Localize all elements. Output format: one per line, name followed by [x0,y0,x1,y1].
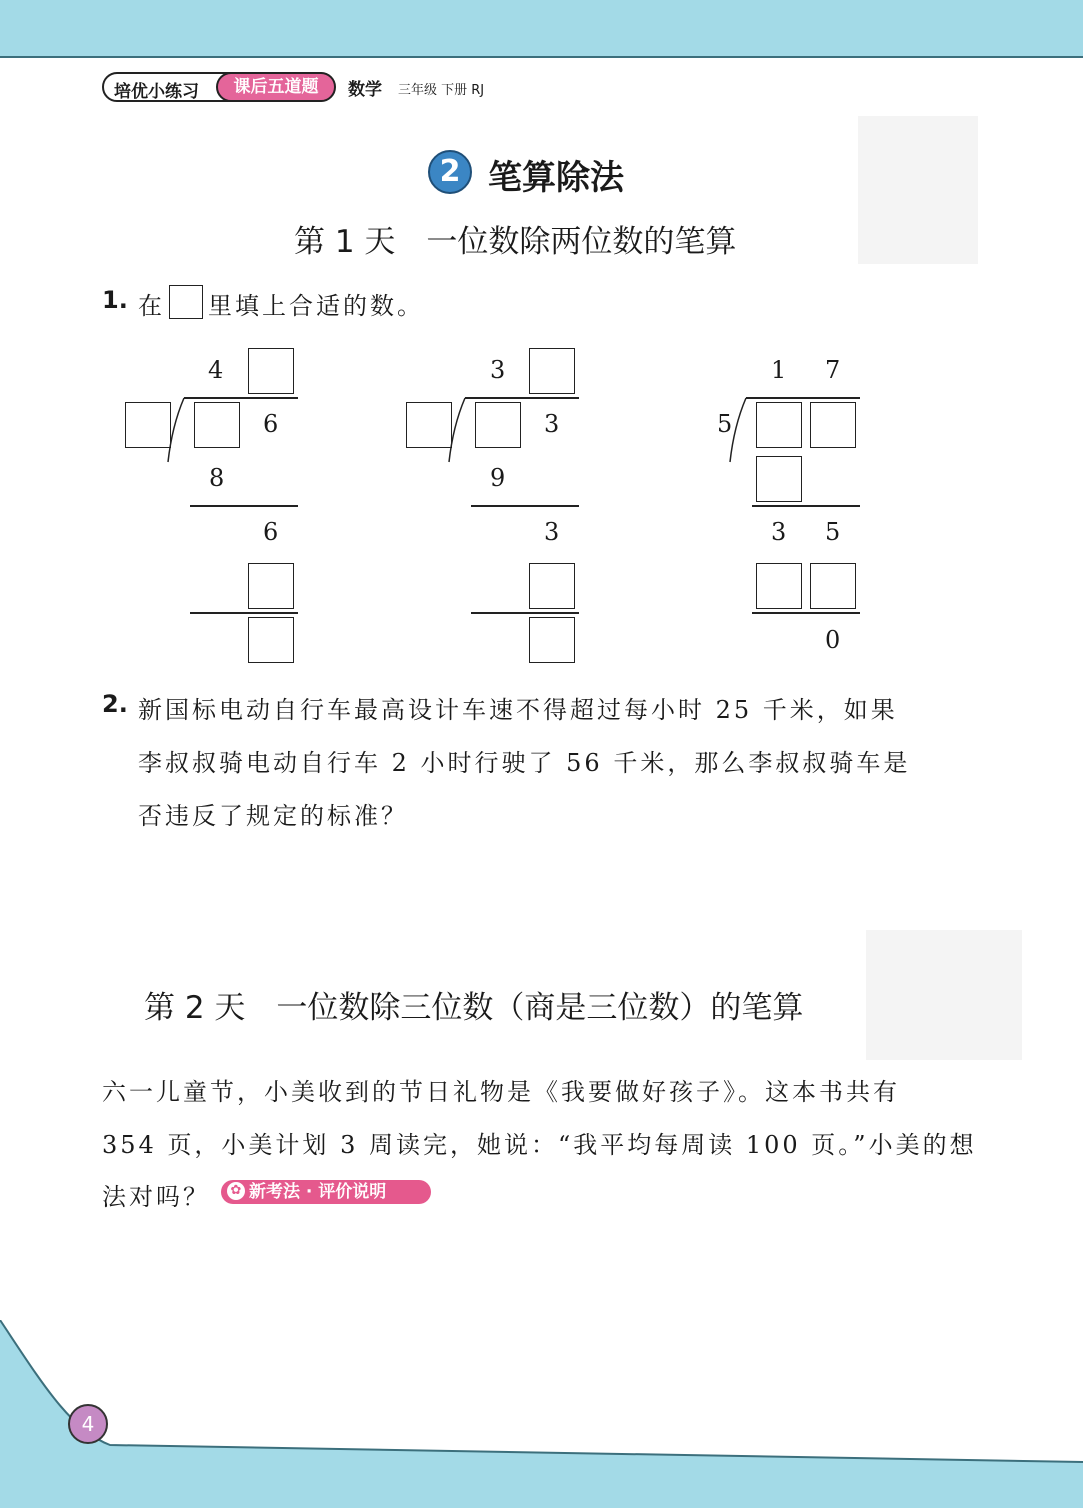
div-c-product-2-tens-box[interactable] [756,563,802,609]
div-b-product-2-box[interactable] [529,563,575,609]
div-b-remainder-1: 3 [544,518,560,546]
div-a-top-line [184,397,298,399]
page-number: 4 [68,1404,108,1444]
div-c-quotient-ones: 7 [825,356,841,384]
div-c-product-1-box[interactable] [756,456,802,502]
new-exam-tag[interactable] [221,1180,431,1204]
div-a-product-2-box[interactable] [248,563,294,609]
div-b-divisor-box[interactable] [406,402,452,448]
div-c-dividend-tens-box[interactable] [756,402,802,448]
star-badge-icon: ✿ [227,1182,245,1200]
div-b-quotient-tens: 3 [490,356,506,384]
div-b-dividend-ones: 3 [544,410,560,438]
div-c-quotient-tens: 1 [771,356,787,384]
div-a-final-box[interactable] [248,617,294,663]
subject-label: 数学 [348,80,382,100]
day2-line-3: 法对吗？ [102,1183,210,1211]
div-b-quotient-ones-box[interactable] [529,348,575,394]
div-c-line-3 [752,612,860,614]
div-c-bracket [728,396,748,464]
div-c-top-line [746,397,860,399]
div-c-line-2 [752,505,860,507]
div-c-product-2-ones-box[interactable] [810,563,856,609]
div-a-quotient-tens: 4 [208,356,224,384]
div-b-final-box[interactable] [529,617,575,663]
new-exam-tag-label: 新考法 · 评价说明 [249,1182,387,1202]
div-b-line-2 [471,505,579,507]
div-a-product-1: 8 [209,464,225,492]
faint-print-area-2 [866,930,1022,1060]
div-c-final: 0 [825,626,841,654]
q1-text-before: 在 [138,292,165,320]
div-b-product-1: 9 [490,464,506,492]
div-b-bracket [447,396,467,464]
q1-text-after: 里填上合适的数。 [208,292,424,320]
day2-line-1: 六一儿童节，小美收到的节日礼物是《我要做好孩子》。这本书共有 [102,1078,900,1106]
q1-number: 1. [102,286,128,314]
day1-title: 第 1 天 一位数除两位数的笔算 [294,224,737,260]
day2-line-2: 354 页，小美计划 3 周读完，她说：“我平均每周读 100 页。”小美的想 [102,1131,977,1159]
bottom-decor-curve [0,1320,1083,1508]
div-c-remainder-ones: 5 [825,518,841,546]
div-b-line-3 [471,612,579,614]
div-a-dividend-tens-box[interactable] [194,402,240,448]
series-name: 培优小练习 [114,82,199,102]
top-color-band [0,0,1083,58]
grade-label: 三年级 下册 RJ [398,83,485,98]
div-a-line-2 [190,505,298,507]
div-c-dividend-ones-box[interactable] [810,402,856,448]
div-a-line-3 [190,612,298,614]
faint-print-area [858,116,978,264]
div-c-divisor: 5 [717,410,733,438]
day2-title: 第 2 天 一位数除三位数（商是三位数）的笔算 [144,990,804,1026]
div-b-dividend-tens-box[interactable] [475,402,521,448]
q2-line-3: 否违反了规定的标准？ [138,802,408,830]
q2-number: 2. [102,690,128,718]
section-number-badge: 2 [428,150,472,194]
div-a-quotient-ones-box[interactable] [248,348,294,394]
series-tag: 课后五道题 [216,72,336,102]
series-pill [102,72,334,102]
div-a-divisor-box[interactable] [125,402,171,448]
section-title: 笔算除法 [488,158,624,198]
div-b-top-line [465,397,579,399]
q2-line-2: 李叔叔骑电动自行车 2 小时行驶了 56 千米，那么李叔叔骑车是 [138,749,911,777]
q1-inline-box [169,285,203,319]
q2-line-1: 新国标电动自行车最高设计车速不得超过每小时 25 千米，如果 [138,696,898,724]
div-a-bracket [166,396,186,464]
div-a-dividend-ones: 6 [263,410,279,438]
div-a-remainder-1: 6 [263,518,279,546]
div-c-remainder-tens: 3 [771,518,787,546]
